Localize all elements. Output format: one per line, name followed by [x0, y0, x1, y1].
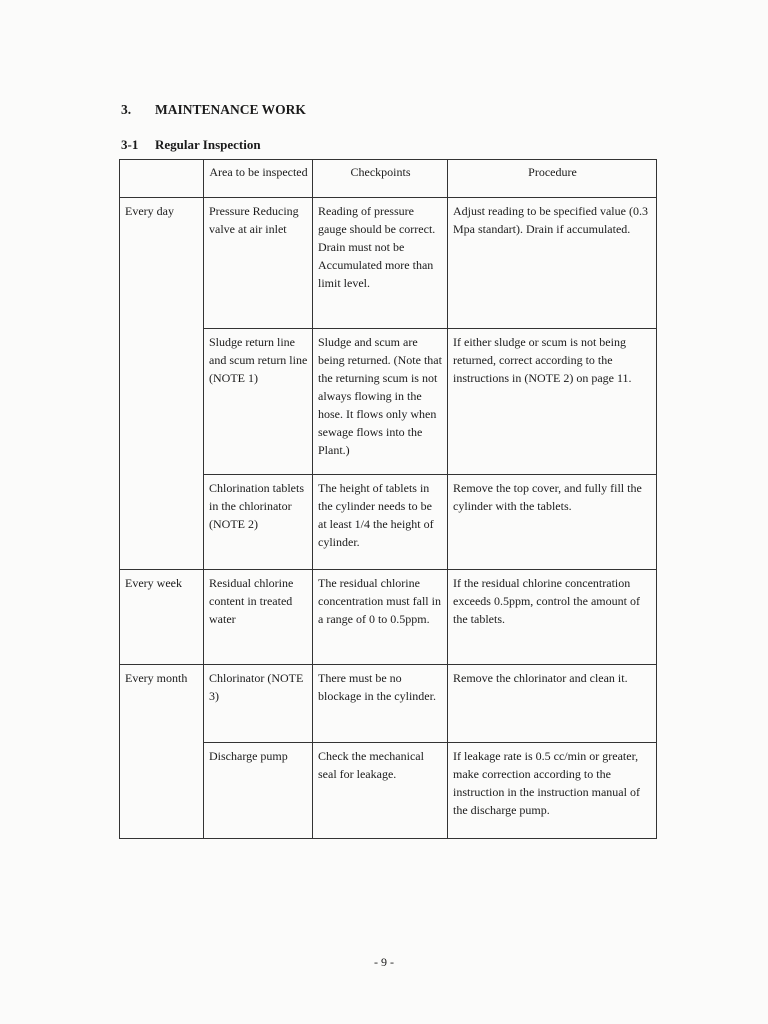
frequency-cell: Every week: [120, 570, 204, 665]
section-title: MAINTENANCE WORK: [155, 102, 306, 117]
checkpoints-cell: The height of tablets in the cylinder needs to be at least 1/4 the height of cylinder.: [313, 475, 448, 570]
area-cell: Chlorinator (NOTE 3): [204, 665, 313, 743]
frequency-cell: Every day: [120, 198, 204, 329]
area-cell: Chlorination tablets in the chlorinator (NOTE 2): [204, 475, 313, 570]
table-row: [120, 475, 657, 570]
area-cell: Residual chlorine content in treated water: [204, 570, 313, 665]
section-number: 3.: [121, 102, 132, 117]
area-cell: Pressure Reducing valve at air inlet: [204, 198, 313, 329]
header-area: Area to be inspected: [204, 160, 313, 198]
frequency-cell: [120, 475, 204, 570]
header-procedure: Procedure: [448, 160, 657, 198]
inspection-table: [119, 159, 657, 839]
checkpoints-cell: Reading of pressure gauge should be correct. Drain must not be Accumulated more than limit level.: [313, 198, 448, 329]
procedure-cell: Adjust reading to be specified value (0.3 Mpa standart). Drain if accumulated.: [448, 198, 657, 329]
table-header-row: [120, 160, 657, 198]
area-cell: Sludge return line and scum return line (NOTE 1): [204, 329, 313, 475]
frequency-cell: Every month: [120, 665, 204, 743]
area-cell: Discharge pump: [204, 743, 313, 839]
checkpoints-cell: Check the mechanical seal for leakage.: [313, 743, 448, 839]
header-checkpoints: Checkpoints: [313, 160, 448, 198]
table-row: [120, 329, 657, 475]
procedure-cell: If either sludge or scum is not being returned, correct according to the instructions in (NOTE 2) on page 11.: [448, 329, 657, 475]
table-row: [120, 665, 657, 743]
checkpoints-cell: The residual chlorine concentration must fall in a range of 0 to 0.5ppm.: [313, 570, 448, 665]
procedure-cell: Remove the chlorinator and clean it.: [448, 665, 657, 743]
checkpoints-cell: Sludge and scum are being returned. (Note that the returning scum is not always flowing in the hose. It flows only when sewage flows into the Plant.): [313, 329, 448, 475]
subsection-number: 3-1: [121, 137, 139, 152]
subsection-title: Regular Inspection: [155, 137, 261, 152]
table-row: [120, 198, 657, 329]
section-heading: [121, 102, 306, 118]
table-row: [120, 743, 657, 839]
page-number: - 9 -: [374, 955, 394, 969]
procedure-cell: Remove the top cover, and fully fill the cylinder with the tablets.: [448, 475, 657, 570]
subsection-heading: [121, 137, 261, 153]
header-frequency: [120, 160, 204, 198]
procedure-cell: If leakage rate is 0.5 cc/min or greater, make correction according to the instruction in the instruction manual of the discharge pump.: [448, 743, 657, 839]
frequency-cell: [120, 329, 204, 475]
frequency-cell: [120, 743, 204, 839]
procedure-cell: If the residual chlorine concentration exceeds 0.5ppm, control the amount of the tablets.: [448, 570, 657, 665]
table-row: [120, 570, 657, 665]
checkpoints-cell: There must be no blockage in the cylinder.: [313, 665, 448, 743]
